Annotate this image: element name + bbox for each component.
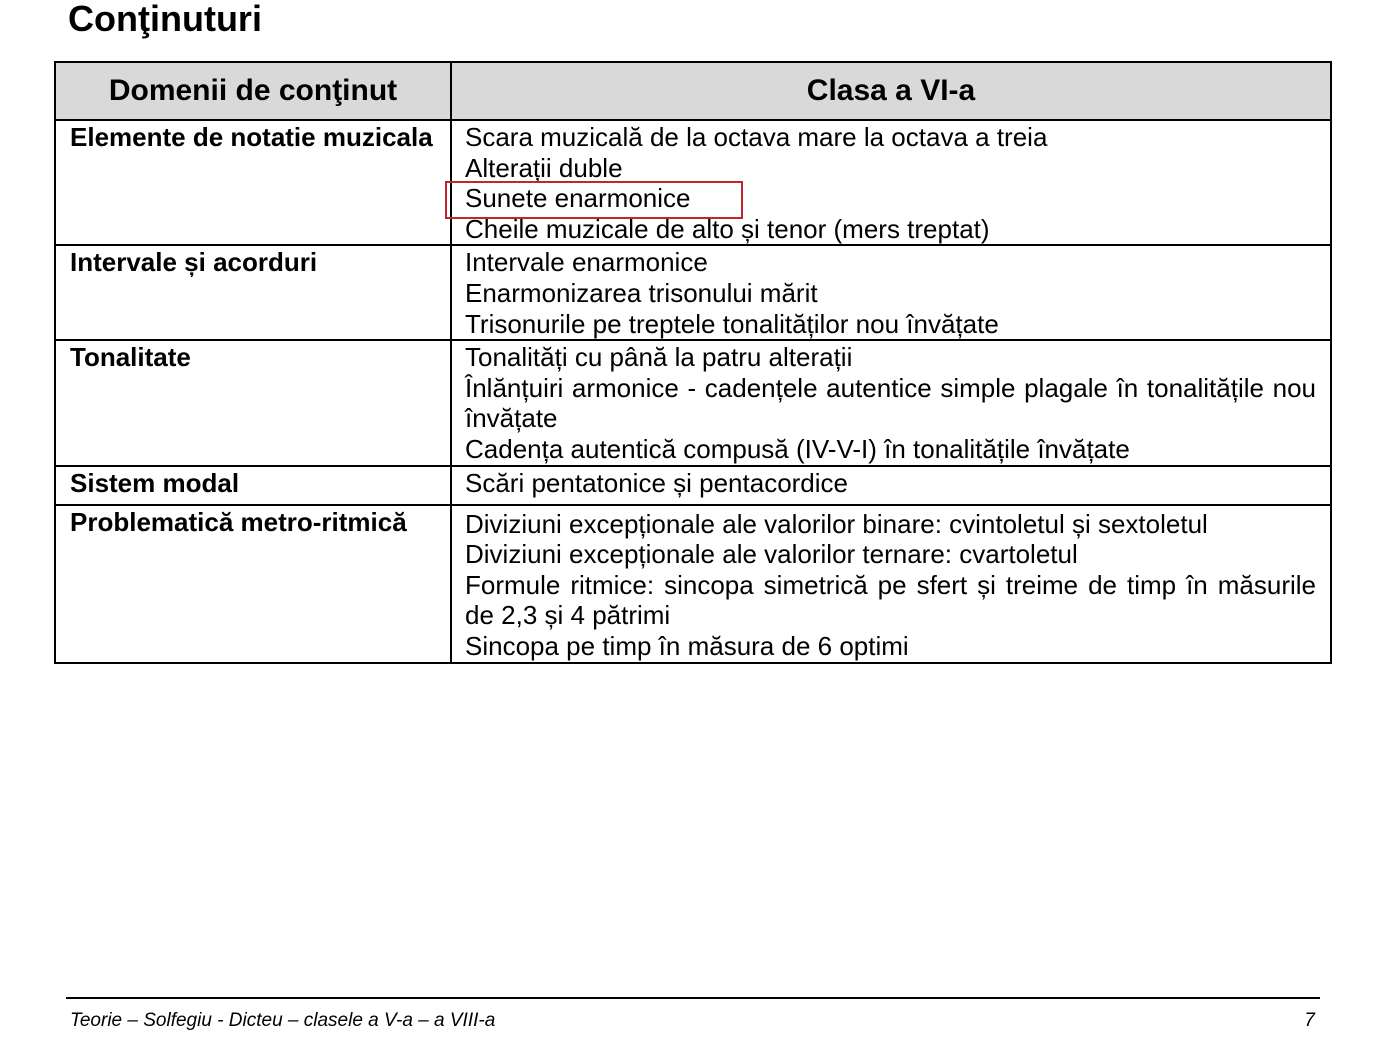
content-cell <box>451 340 1331 465</box>
content-line: Înlănțuiri armonice - cadențele autentice simple plagale în tonalitățile nou învățate <box>465 372 1316 434</box>
table-row <box>55 245 1331 340</box>
table-row <box>55 340 1331 465</box>
content-line: Diviziuni excepționale ale valorilor ternare: cvartoletul <box>465 539 1078 570</box>
footer-divider <box>66 997 1320 999</box>
domain-cell: Elemente de notatie muzicala <box>55 120 451 245</box>
content-line: Cheile muzicale de alto și tenor (mers treptat) <box>465 213 990 244</box>
content-line: Cadența autentică compusă (IV-V-I) în tonalitățile învățate <box>465 433 1130 464</box>
content-cell <box>451 120 1331 245</box>
content-cell <box>451 245 1331 340</box>
content-line: Scara muzicală de la octava mare la octava a treia <box>465 122 1048 152</box>
page-number: 7 <box>1304 1010 1315 1031</box>
content-cell <box>451 466 1331 505</box>
column-header-class: Clasa a VI-a <box>451 62 1331 120</box>
content-line: Sincopa pe timp în măsura de 6 optimi <box>465 630 909 661</box>
table-row <box>55 466 1331 505</box>
table-row <box>55 120 1331 245</box>
content-line: Trisonurile pe treptele tonalităților nou învățate <box>465 308 999 339</box>
domain-cell: Tonalitate <box>55 340 451 465</box>
domain-cell: Sistem modal <box>55 466 451 505</box>
column-header-domain: Domenii de conţinut <box>55 62 451 120</box>
content-line: Enarmonizarea trisonului mărit <box>465 277 818 308</box>
table-header-row <box>55 62 1331 120</box>
content-line: Alterații duble <box>465 152 623 183</box>
content-line: Intervale enarmonice <box>465 247 708 278</box>
content-line: Formule ritmice: sincopa simetrică pe sfert și treime de timp în măsurile de 2,3 și 4 pătrimi <box>465 569 1316 631</box>
domain-cell: Problematică metro-ritmică <box>55 505 451 663</box>
content-line: Scări pentatonice și pentacordice <box>465 467 849 498</box>
content-table <box>54 61 1332 664</box>
content-cell <box>451 505 1331 663</box>
highlighted-content-line: Sunete enarmonice <box>465 183 691 214</box>
table-row <box>55 505 1331 663</box>
footer-text: Teorie – Solfegiu - Dicteu – clasele a V-a – a VIII-a <box>70 1010 496 1031</box>
content-line: Tonalități cu până la patru alterații <box>465 342 853 373</box>
domain-cell: Intervale și acorduri <box>55 245 451 340</box>
content-line: Diviziuni excepționale ale valorilor binare: cvintoletul și sextoletul <box>465 508 1208 539</box>
page-title: Conţinuturi <box>68 0 262 39</box>
